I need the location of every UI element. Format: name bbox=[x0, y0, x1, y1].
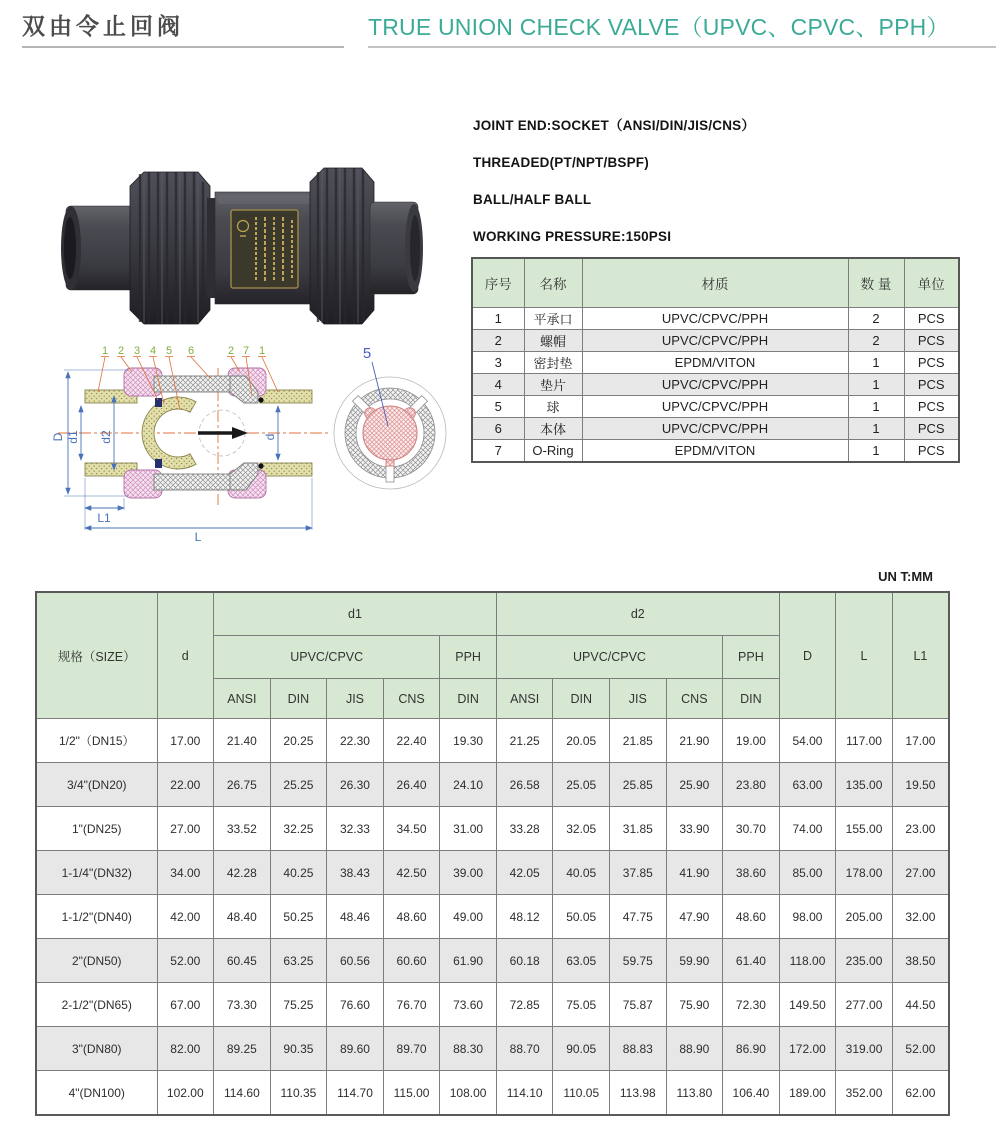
table-cell: 3/4"(DN20) bbox=[36, 763, 157, 807]
table-cell: 75.87 bbox=[610, 983, 667, 1027]
callout-7: 7 bbox=[242, 345, 250, 357]
table-cell: PCS bbox=[904, 308, 959, 330]
col-header-L: L bbox=[836, 592, 893, 719]
dim-label-L1: L1 bbox=[97, 511, 111, 525]
table-row bbox=[36, 1027, 949, 1071]
table-cell: 31.00 bbox=[440, 807, 497, 851]
table-cell: 17.00 bbox=[157, 719, 214, 763]
table-cell: 73.30 bbox=[214, 983, 271, 1027]
table-cell: PCS bbox=[904, 440, 959, 463]
table-cell: 本体 bbox=[524, 418, 582, 440]
table-cell: 155.00 bbox=[836, 807, 893, 851]
table-cell: 21.90 bbox=[666, 719, 723, 763]
col-group-d1-upvc-cpvc: UPVC/CPVC bbox=[214, 636, 440, 679]
callout-6: 6 bbox=[187, 345, 195, 357]
table-cell: 90.05 bbox=[553, 1027, 610, 1071]
table-cell: 25.90 bbox=[666, 763, 723, 807]
table-cell: 319.00 bbox=[836, 1027, 893, 1071]
callout-2: 2 bbox=[117, 345, 125, 357]
col-d2-ansi: ANSI bbox=[496, 679, 553, 719]
table-cell: 75.25 bbox=[270, 983, 327, 1027]
table-cell: 7 bbox=[472, 440, 524, 463]
table-cell: 60.18 bbox=[496, 939, 553, 983]
valve-product-photo bbox=[52, 142, 432, 347]
table-cell: 135.00 bbox=[836, 763, 893, 807]
table-row bbox=[472, 352, 959, 374]
section-callout-5: 5 bbox=[362, 345, 372, 362]
col-d1-din: DIN bbox=[270, 679, 327, 719]
table-cell: 31.85 bbox=[610, 807, 667, 851]
table-cell: 113.80 bbox=[666, 1071, 723, 1116]
callout-5: 5 bbox=[165, 345, 173, 357]
table-cell: 60.45 bbox=[214, 939, 271, 983]
table-cell: 90.35 bbox=[270, 1027, 327, 1071]
col-d1-ansi: ANSI bbox=[214, 679, 271, 719]
table-cell: 33.90 bbox=[666, 807, 723, 851]
table-cell: 89.60 bbox=[327, 1027, 384, 1071]
table-cell: 6 bbox=[472, 418, 524, 440]
table-cell: 1 bbox=[848, 352, 904, 374]
table-cell: 32.05 bbox=[553, 807, 610, 851]
table-cell: O-Ring bbox=[524, 440, 582, 463]
table-cell: 2-1/2"(DN65) bbox=[36, 983, 157, 1027]
table-cell: 30.70 bbox=[723, 807, 780, 851]
table-row bbox=[472, 418, 959, 440]
table-cell: UPVC/CPVC/PPH bbox=[582, 374, 848, 396]
table-cell: 39.00 bbox=[440, 851, 497, 895]
table-cell: 63.05 bbox=[553, 939, 610, 983]
table-cell: 52.00 bbox=[157, 939, 214, 983]
table-cell: 34.00 bbox=[157, 851, 214, 895]
table-row bbox=[36, 719, 949, 763]
table-cell: 1 bbox=[848, 374, 904, 396]
parts-header-unit: 单位 bbox=[904, 258, 959, 308]
table-cell: 352.00 bbox=[836, 1071, 893, 1116]
table-cell: 117.00 bbox=[836, 719, 893, 763]
table-cell: 88.30 bbox=[440, 1027, 497, 1071]
table-cell: 27.00 bbox=[157, 807, 214, 851]
table-cell: 42.00 bbox=[157, 895, 214, 939]
table-cell: 41.90 bbox=[666, 851, 723, 895]
table-cell: 3 bbox=[472, 352, 524, 374]
table-cell: 2"(DN50) bbox=[36, 939, 157, 983]
table-cell: UPVC/CPVC/PPH bbox=[582, 308, 848, 330]
table-row bbox=[472, 308, 959, 330]
table-row bbox=[36, 851, 949, 895]
callout-3: 3 bbox=[133, 345, 141, 357]
table-cell: 42.50 bbox=[383, 851, 440, 895]
table-cell: 25.05 bbox=[553, 763, 610, 807]
table-cell: 20.05 bbox=[553, 719, 610, 763]
table-cell: 33.28 bbox=[496, 807, 553, 851]
col-group-d2: d2 bbox=[496, 592, 779, 636]
col-group-d1: d1 bbox=[214, 592, 497, 636]
table-cell: 42.28 bbox=[214, 851, 271, 895]
table-cell: 48.60 bbox=[723, 895, 780, 939]
parts-table bbox=[471, 257, 960, 463]
table-cell: 38.60 bbox=[723, 851, 780, 895]
table-cell: 32.25 bbox=[270, 807, 327, 851]
table-cell: 76.60 bbox=[327, 983, 384, 1027]
table-cell: 23.00 bbox=[892, 807, 949, 851]
table-cell: 61.40 bbox=[723, 939, 780, 983]
table-cell: 4"(DN100) bbox=[36, 1071, 157, 1116]
unit-note: UN T:MM bbox=[878, 569, 933, 584]
table-cell: 49.00 bbox=[440, 895, 497, 939]
table-cell: 48.60 bbox=[383, 895, 440, 939]
col-d1-cns: CNS bbox=[383, 679, 440, 719]
table-cell: PCS bbox=[904, 396, 959, 418]
table-cell: 24.10 bbox=[440, 763, 497, 807]
table-cell: 89.25 bbox=[214, 1027, 271, 1071]
callout-2b: 2 bbox=[227, 345, 235, 357]
table-cell: 38.43 bbox=[327, 851, 384, 895]
table-cell: 26.75 bbox=[214, 763, 271, 807]
table-cell: 114.70 bbox=[327, 1071, 384, 1116]
table-cell: 48.40 bbox=[214, 895, 271, 939]
col-header-D: D bbox=[779, 592, 836, 719]
table-cell: 149.50 bbox=[779, 983, 836, 1027]
table-cell: 50.25 bbox=[270, 895, 327, 939]
table-cell: 垫片 bbox=[524, 374, 582, 396]
table-cell: PCS bbox=[904, 418, 959, 440]
table-cell: 螺帽 bbox=[524, 330, 582, 352]
table-cell: 47.90 bbox=[666, 895, 723, 939]
table-cell: 63.25 bbox=[270, 939, 327, 983]
col-header-L1: L1 bbox=[892, 592, 949, 719]
table-cell: 108.00 bbox=[440, 1071, 497, 1116]
table-cell: 21.85 bbox=[610, 719, 667, 763]
table-cell: PCS bbox=[904, 330, 959, 352]
table-cell: 2 bbox=[472, 330, 524, 352]
table-cell: 19.50 bbox=[892, 763, 949, 807]
dim-label-d: d bbox=[263, 433, 277, 441]
table-row bbox=[36, 983, 949, 1027]
col-d2-jis: JIS bbox=[610, 679, 667, 719]
col-group-d1-pph: PPH bbox=[440, 636, 497, 679]
table-cell: EPDM/VITON bbox=[582, 352, 848, 374]
table-cell: 74.00 bbox=[779, 807, 836, 851]
parts-table-body bbox=[472, 308, 959, 463]
title-cn-divider bbox=[22, 46, 344, 48]
table-cell: 60.60 bbox=[383, 939, 440, 983]
table-cell: 88.83 bbox=[610, 1027, 667, 1071]
col-group-d2-upvc-cpvc: UPVC/CPVC bbox=[496, 636, 722, 679]
table-cell: 52.00 bbox=[892, 1027, 949, 1071]
dimensions-table bbox=[35, 591, 950, 1116]
table-cell: 密封垫 bbox=[524, 352, 582, 374]
table-cell: 88.90 bbox=[666, 1027, 723, 1071]
table-cell: 22.00 bbox=[157, 763, 214, 807]
table-cell: 178.00 bbox=[836, 851, 893, 895]
table-cell: 27.00 bbox=[892, 851, 949, 895]
table-cell: 3"(DN80) bbox=[36, 1027, 157, 1071]
table-cell: 1"(DN25) bbox=[36, 807, 157, 851]
table-cell: 19.30 bbox=[440, 719, 497, 763]
table-cell: 86.90 bbox=[723, 1027, 780, 1071]
table-cell: 62.00 bbox=[892, 1071, 949, 1116]
table-cell: 26.30 bbox=[327, 763, 384, 807]
table-cell: 1 bbox=[848, 418, 904, 440]
table-cell: 26.40 bbox=[383, 763, 440, 807]
col-d1-jis: JIS bbox=[327, 679, 384, 719]
table-cell: 40.05 bbox=[553, 851, 610, 895]
table-cell: 172.00 bbox=[779, 1027, 836, 1071]
table-cell: 61.90 bbox=[440, 939, 497, 983]
table-cell: 19.00 bbox=[723, 719, 780, 763]
table-cell: 59.90 bbox=[666, 939, 723, 983]
table-cell: 1-1/4"(DN32) bbox=[36, 851, 157, 895]
table-cell: 21.40 bbox=[214, 719, 271, 763]
parts-header-qty: 数 量 bbox=[848, 258, 904, 308]
cross-section-drawing bbox=[28, 340, 478, 545]
table-cell: 26.58 bbox=[496, 763, 553, 807]
table-cell: 17.00 bbox=[892, 719, 949, 763]
table-row bbox=[36, 1071, 949, 1116]
callout-4: 4 bbox=[149, 345, 157, 357]
table-cell: UPVC/CPVC/PPH bbox=[582, 330, 848, 352]
table-cell: 25.85 bbox=[610, 763, 667, 807]
table-cell: 67.00 bbox=[157, 983, 214, 1027]
table-cell: 48.12 bbox=[496, 895, 553, 939]
table-cell: 42.05 bbox=[496, 851, 553, 895]
dimensions-table-body bbox=[36, 719, 949, 1116]
table-cell: 72.85 bbox=[496, 983, 553, 1027]
table-row bbox=[472, 374, 959, 396]
table-cell: 平承口 bbox=[524, 308, 582, 330]
table-cell: 205.00 bbox=[836, 895, 893, 939]
table-cell: 118.00 bbox=[779, 939, 836, 983]
table-cell: 277.00 bbox=[836, 983, 893, 1027]
table-row bbox=[36, 763, 949, 807]
table-cell: 1 bbox=[848, 440, 904, 463]
table-cell: UPVC/CPVC/PPH bbox=[582, 418, 848, 440]
spec-joint-end: JOINT END:SOCKET（ANSI/DIN/JIS/CNS） bbox=[473, 118, 756, 133]
parts-header-material: 材质 bbox=[582, 258, 848, 308]
table-cell: 4 bbox=[472, 374, 524, 396]
table-cell: 106.40 bbox=[723, 1071, 780, 1116]
table-cell: 114.10 bbox=[496, 1071, 553, 1116]
table-cell: 113.98 bbox=[610, 1071, 667, 1116]
col-group-d2-pph: PPH bbox=[723, 636, 780, 679]
table-cell: 22.30 bbox=[327, 719, 384, 763]
table-cell: UPVC/CPVC/PPH bbox=[582, 396, 848, 418]
spec-list bbox=[473, 118, 993, 266]
title-en-divider bbox=[368, 46, 996, 48]
table-cell: 1 bbox=[472, 308, 524, 330]
dim-label-d2: d2 bbox=[99, 430, 113, 444]
table-cell: 32.33 bbox=[327, 807, 384, 851]
table-cell: 110.05 bbox=[553, 1071, 610, 1116]
col-d2-cns: CNS bbox=[666, 679, 723, 719]
table-cell: 59.75 bbox=[610, 939, 667, 983]
table-cell: 82.00 bbox=[157, 1027, 214, 1071]
table-row bbox=[36, 807, 949, 851]
table-cell: 75.05 bbox=[553, 983, 610, 1027]
table-cell: 22.40 bbox=[383, 719, 440, 763]
spec-threaded: THREADED(PT/NPT/BSPF) bbox=[473, 155, 649, 170]
col-d1-pph-din: DIN bbox=[440, 679, 497, 719]
table-cell: 球 bbox=[524, 396, 582, 418]
table-row bbox=[472, 396, 959, 418]
callout-1: 1 bbox=[101, 345, 109, 357]
page-title-en: TRUE UNION CHECK VALVE（UPVC、CPVC、PPH） bbox=[368, 14, 950, 40]
table-cell: 48.46 bbox=[327, 895, 384, 939]
table-cell: 72.30 bbox=[723, 983, 780, 1027]
table-cell: 85.00 bbox=[779, 851, 836, 895]
dim-label-L: L bbox=[194, 530, 202, 544]
table-row bbox=[472, 440, 959, 463]
col-header-size: 规格（SIZE） bbox=[36, 592, 157, 719]
table-cell: 25.25 bbox=[270, 763, 327, 807]
table-cell: 60.56 bbox=[327, 939, 384, 983]
table-cell: 47.75 bbox=[610, 895, 667, 939]
table-cell: 102.00 bbox=[157, 1071, 214, 1116]
table-cell: 76.70 bbox=[383, 983, 440, 1027]
table-cell: 38.50 bbox=[892, 939, 949, 983]
spec-working-pressure: WORKING PRESSURE:150PSI bbox=[473, 229, 672, 244]
table-cell: 1-1/2"(DN40) bbox=[36, 895, 157, 939]
spec-ball: BALL/HALF BALL bbox=[473, 192, 592, 207]
table-cell: 75.90 bbox=[666, 983, 723, 1027]
table-cell: PCS bbox=[904, 352, 959, 374]
table-cell: 33.52 bbox=[214, 807, 271, 851]
table-cell: 1 bbox=[848, 396, 904, 418]
dim-label-d1: d1 bbox=[66, 430, 80, 444]
table-row bbox=[472, 330, 959, 352]
table-cell: 110.35 bbox=[270, 1071, 327, 1116]
table-cell: 2 bbox=[848, 308, 904, 330]
table-cell: 73.60 bbox=[440, 983, 497, 1027]
parts-header-name: 名称 bbox=[524, 258, 582, 308]
table-cell: 40.25 bbox=[270, 851, 327, 895]
table-cell: 89.70 bbox=[383, 1027, 440, 1071]
table-cell: 2 bbox=[848, 330, 904, 352]
table-cell: 34.50 bbox=[383, 807, 440, 851]
table-cell: 21.25 bbox=[496, 719, 553, 763]
table-cell: 32.00 bbox=[892, 895, 949, 939]
col-d2-pph-din: DIN bbox=[723, 679, 780, 719]
dim-label-D: D bbox=[51, 432, 65, 442]
table-cell: 235.00 bbox=[836, 939, 893, 983]
table-row bbox=[36, 895, 949, 939]
table-cell: 50.05 bbox=[553, 895, 610, 939]
table-cell: EPDM/VITON bbox=[582, 440, 848, 463]
table-cell: 5 bbox=[472, 396, 524, 418]
table-cell: 1/2"（DN15） bbox=[36, 719, 157, 763]
parts-header-no: 序号 bbox=[472, 258, 524, 308]
table-cell: 54.00 bbox=[779, 719, 836, 763]
table-cell: 115.00 bbox=[383, 1071, 440, 1116]
table-cell: 23.80 bbox=[723, 763, 780, 807]
callout-1b: 1 bbox=[258, 345, 266, 357]
table-cell: 98.00 bbox=[779, 895, 836, 939]
col-d2-din: DIN bbox=[553, 679, 610, 719]
table-row bbox=[36, 939, 949, 983]
table-cell: 37.85 bbox=[610, 851, 667, 895]
col-header-d: d bbox=[157, 592, 214, 719]
page-title-cn: 双由令止回阀 bbox=[22, 13, 184, 39]
table-cell: 189.00 bbox=[779, 1071, 836, 1116]
section-view bbox=[334, 345, 446, 489]
table-cell: PCS bbox=[904, 374, 959, 396]
table-cell: 88.70 bbox=[496, 1027, 553, 1071]
table-cell: 63.00 bbox=[779, 763, 836, 807]
table-cell: 44.50 bbox=[892, 983, 949, 1027]
table-cell: 114.60 bbox=[214, 1071, 271, 1116]
table-cell: 20.25 bbox=[270, 719, 327, 763]
